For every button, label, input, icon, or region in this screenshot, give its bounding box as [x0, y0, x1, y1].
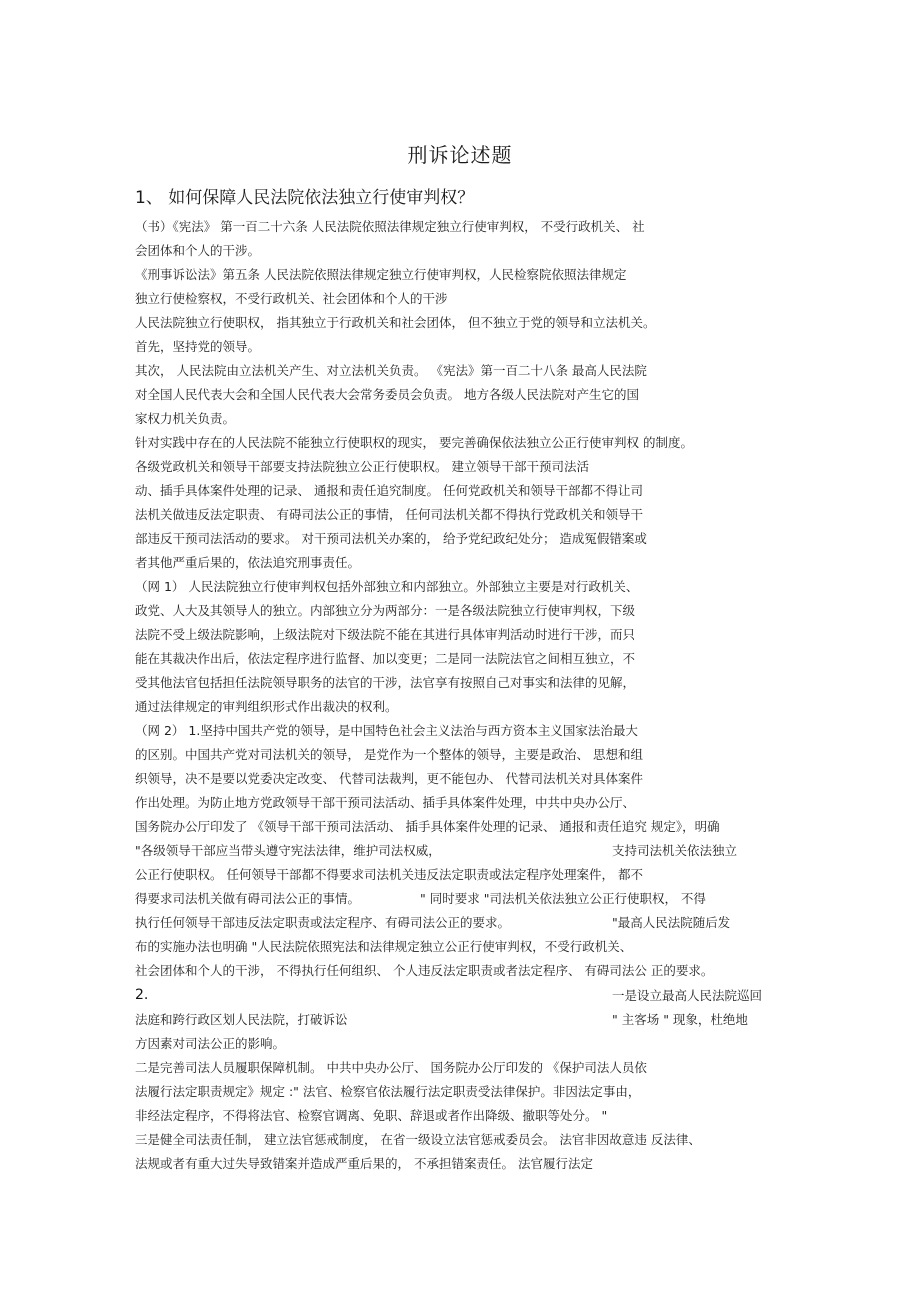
body-line: "各级领导干部应当带头遵守宪法法律，维护司法权威，: [135, 843, 441, 858]
body-line: 织领导，决不是要以党委决定改变、 代替司法裁判，更不能包办、 代替司法机关对具体案件: [135, 771, 643, 786]
body-line: 独立行使检察权，不受行政机关、社会团体和个人的干涉: [135, 291, 448, 306]
body-line: 会团体和个人的干涉。: [135, 243, 261, 258]
body-line: 三是健全司法责任制， 建立法官惩戒制度， 在省一级设立法官惩戒委员会。 法官非因故意违 反法律、: [135, 1132, 701, 1147]
body-line: 法规或者有重大过失导致错案并造成严重后果的， 不承担错案责任。 法官履行法定: [135, 1156, 593, 1171]
body-line: 社会团体和个人的干涉， 不得执行任何组织、 个人违反法定职责或者法定程序、 有碍司法公 正的要求。: [135, 963, 714, 978]
question-heading: 1、 如何保障人民法院依法独立行使审判权？: [135, 188, 475, 208]
body-line: 法庭和跨行政区划人民法院，打破诉讼: [135, 1012, 348, 1027]
body-line: 非经法定程序，不得将法官、检察官调离、免职、辞退或者作出降级、撤职等处分。 ": [135, 1108, 608, 1123]
body-line: 法履行法定职责规定》规定 :" 法官、检察官依法履行法定职责受法律保护。非因法定事由，: [135, 1084, 641, 1099]
body-line: 法机关做违反法定职责、 有碍司法公正的事情， 任何司法机关都不得执行党政机关和领导干: [135, 507, 643, 522]
body-line: 人民法院独立行使职权， 指其独立于行政机关和社会团体， 但不独立于党的领导和立法机关。: [135, 315, 656, 330]
body-line: 法院不受上级法院影响，上级法院对下级法院不能在其进行具体审判活动时进行干涉，而只: [135, 627, 636, 642]
section-number: 2.: [135, 987, 149, 1003]
body-line: 动、插手具体案件处理的记录、 通报和责任追究制度。 任何党政机关和领导干部都不得让司: [135, 483, 643, 498]
body-line: 布的实施办法也明确 "人民法院依照宪法和法律规定独立公正行使审判权，不受行政机关、: [135, 939, 633, 954]
body-line: 得要求司法机关做有碍司法公正的事情。: [135, 891, 361, 906]
body-line: 政党、人大及其领导人的独立。内部独立分为两部分：一是各级法院独立行使审判权，下级: [135, 603, 636, 618]
body-line: 《刑事诉讼法》第五条 人民法院依照法律规定独立行使审判权，人民检察院依照法律规定: [135, 267, 627, 282]
body-line: 对全国人民代表大会和全国人民代表大会常务委员会负责。 地方各级人民法院对产生它的国: [135, 387, 639, 402]
body-line: 首先，坚持党的领导。: [135, 339, 261, 354]
body-line: 作出处理。为防止地方党政领导干部干预司法活动、插手具体案件处理，中共中央办公厅、: [135, 795, 636, 810]
body-line: 方因素对司法公正的影响。: [135, 1036, 286, 1051]
body-line: （书）《宪法》 第一百二十六条 人民法院依照法律规定独立行使审判权， 不受行政机关、 社: [135, 219, 645, 234]
body-line: （网 2） 1.坚持中国共产党的领导，是中国特色社会主义法治与西方资本主义国家法治最大: [135, 723, 638, 738]
body-line: 的区别。中国共产党对司法机关的领导， 是党作为一个整体的领导，主要是政治、 思想和组: [135, 747, 643, 762]
body-line: 其次， 人民法院由立法机关产生、对立法机关负责。 《宪法》第一百二十八条 最高人民法院: [135, 363, 647, 378]
body-line: 家权力机关负责。: [135, 411, 236, 426]
body-line: 各级党政机关和领导干部要支持法院独立公正行使职权。 建立领导干部干预司法活: [135, 459, 589, 474]
body-line: 执行任何领导干部违反法定职责或法定程序、有碍司法公正的要求。: [135, 915, 511, 930]
body-line: 受其他法官包括担任法院领导职务的法官的干涉，法官享有按照自己对事实和法律的见解，: [135, 675, 636, 690]
body-line: 通过法律规定的审判组织形式作出裁决的权利。: [135, 699, 398, 714]
body-line-fragment: "最高人民法院随后发: [612, 915, 731, 930]
body-line: 针对实践中存在的人民法院不能独立行使职权的现实， 要完善确保依法独立公正行使审判权 的制度。: [135, 435, 693, 450]
body-line: 国务院办公厅印发了 《领导干部干预司法活动、 插手具体案件处理的记录、 通报和责任追究 规定》，明确: [135, 819, 720, 834]
body-line-fragment: " 同时要求 "司法机关依法独立公正行使职权， 不得: [420, 891, 706, 906]
body-line: 公正行使职权。 任何领导干部都不得要求司法机关违反法定职责或法定程序处理案件， 都不: [135, 867, 643, 882]
body-line: 能在其裁决作出后，依法定程序进行监督、加以变更；二是同一法院法官之间相互独立，不: [135, 651, 636, 666]
document-title: 刑诉论述题: [407, 143, 513, 167]
body-line: （网 1） 人民法院独立行使审判权包括外部独立和内部独立。外部独立主要是对行政机关、: [135, 579, 639, 594]
body-line-fragment: 一是设立最高人民法院巡回: [612, 988, 763, 1003]
body-line: 者其他严重后果的，依法追究刑事责任。: [135, 555, 361, 570]
body-line-fragment: " 主客场 " 现象，杜绝地: [612, 1012, 748, 1027]
body-line: 二是完善司法人员履职保障机制。 中共中央办公厅、 国务院办公厅印发的 《保护司法人员依: [135, 1060, 647, 1075]
body-line: 部违反干预司法活动的要求。 对干预司法机关办案的， 给予党纪政纪处分； 造成冤假错案或: [135, 531, 647, 546]
body-line-fragment: 支持司法机关依法独立: [612, 843, 738, 858]
